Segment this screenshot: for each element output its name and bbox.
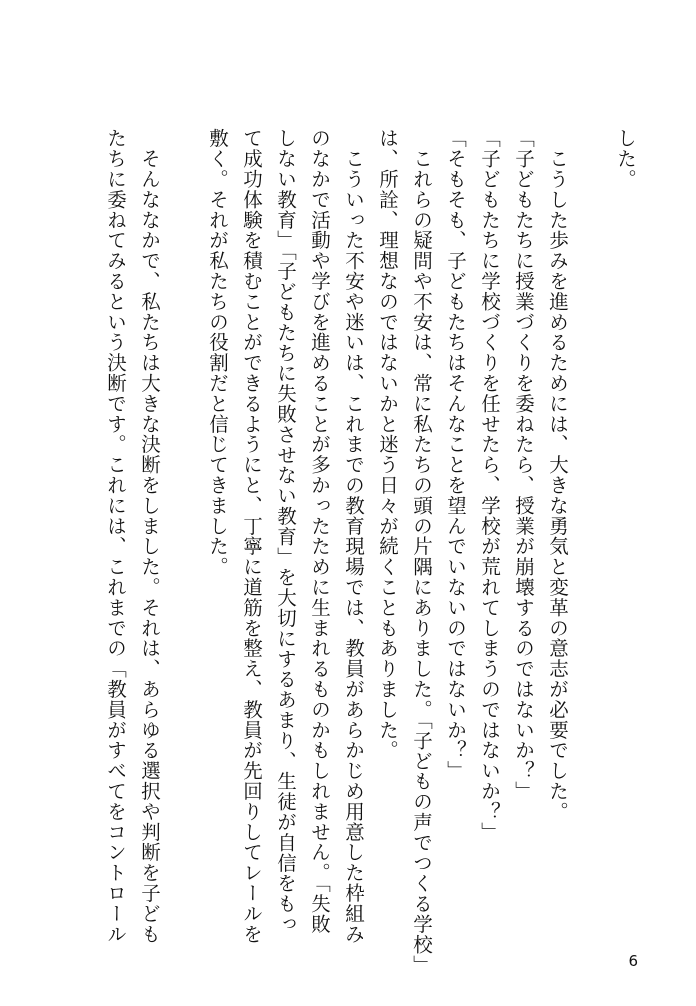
text-line: しない教育」「子どもたちに失敗させない教育」を大切にするあまり、生徒が自信をもっ: [274, 128, 297, 935]
text-line: のなかで活動や学びを進めることが多かったために生まれるものかもしれません。「失敗: [308, 128, 331, 935]
text-line: した。: [614, 128, 637, 190]
text-line: 「子どもたちに授業づくりを委ねたら、授業が崩壊するのではないか？」: [512, 128, 535, 802]
text-line: 「子どもたちに学校づくりを任せたら、学校が荒れてしまうのではないか？」: [478, 128, 501, 842]
text-line: そんななかで、私たちは大きな決断をしました。それは、あらゆる選択や判断を子ども: [138, 128, 161, 944]
paragraph-gap: [166, 128, 200, 888]
text-line: て成功体験を積むことができるようにと、丁寧に道筋を整え、教員が先回りしてレールを: [240, 128, 263, 944]
text-line: たちに委ねてみるという決断です。これには、これまでの「教員がすべてをコントロール: [104, 128, 127, 944]
text-line: 「そもそも、子どもたちはそんなことを望んでいないのではないか？」: [444, 128, 467, 781]
paragraph-gap: [574, 128, 608, 888]
text-line: これらの疑問や不安は、常に私たちの頭の片隅にありました。「子どもの声でつくる学校」: [410, 128, 433, 976]
text-line: こういった不安や迷いは、これまでの教育現場では、教員があらかじめ用意した枠組み: [342, 128, 365, 944]
text-line: こうした歩みを進めるためには、大きな勇気と変革の意志が必要でした。: [546, 128, 569, 822]
text-line: 敷く。それが私たちの役割だと信じてきました。: [206, 128, 229, 577]
body-text: [98, 128, 642, 976]
text-line: は、所詮、理想なのではないかと迷う日々が続くこともありました。: [376, 128, 399, 761]
page-number: 6: [628, 952, 638, 970]
